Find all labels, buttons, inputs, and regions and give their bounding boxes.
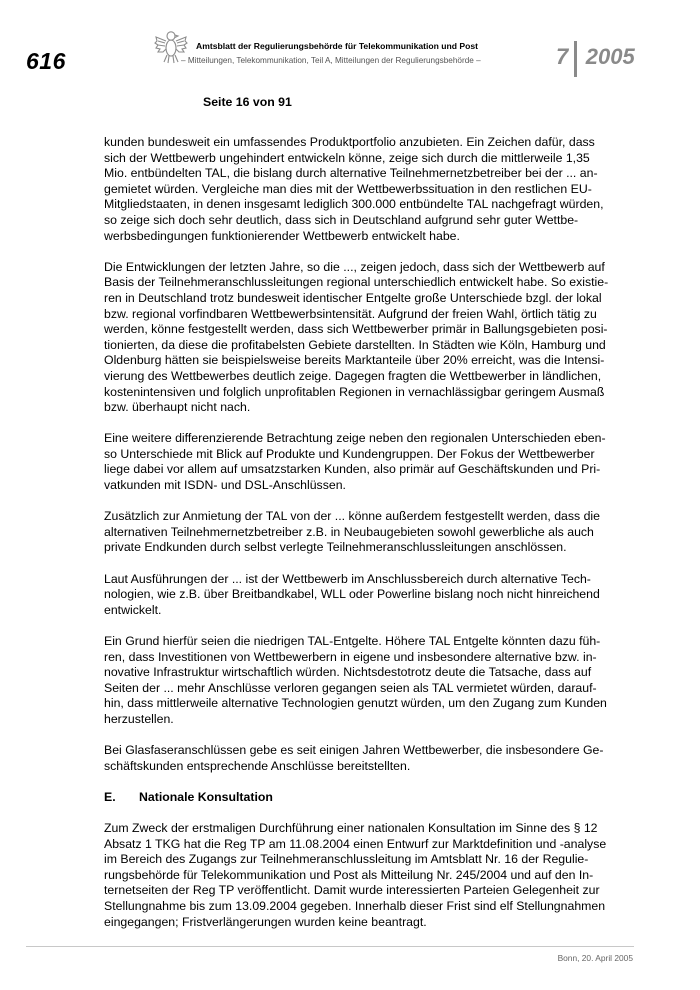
text-line: Laut Ausführungen der ... ist der Wettbewerb im Anschlussbereich durch alternative Tech- [104, 571, 591, 586]
text-line: novative Infrastruktur wirtschaftlich würden. Nichtsdestotrotz deute die Tatsache, dass auf [104, 665, 592, 680]
page-number: 616 [26, 48, 66, 74]
text-line: so Unterschiede mit Blick auf Produkte und Kundengruppen. Der Fokus der Wettbewerber [104, 446, 595, 461]
text-line: bzw. überhaupt nicht nach. [104, 400, 251, 415]
issue-year: 2005 [585, 44, 635, 69]
text-line: eingegangen; Fristverlängerungen wurden keine beantragt. [104, 914, 427, 929]
text-line: Bei Glasfaseranschlüssen gebe es seit einigen Jahren Wettbewerber, die insbesondere Ge- [104, 743, 604, 758]
text-line: hin, dass mittlerweile alternative Technologien genutzt würden, um den Zugang zum Kunden [104, 696, 607, 711]
issue-number: 7 [556, 44, 569, 69]
text-line: schäftskunden entsprechende Anschlüsse bereitstellten. [104, 758, 411, 773]
paragraph-6 [104, 634, 607, 728]
footer-place-date: Bonn, 20. April 2005 [557, 953, 633, 963]
text-line: tionierten, da diese die profitabelsten Gebiete darstellten. In Städten wie Köln, Hamburg und [104, 337, 606, 352]
text-line: werden, könne festgestellt werden, dass sich Wettbewerber primär in Ballungsgebieten posi- [104, 322, 608, 337]
text-line: herzustellen. [104, 711, 174, 726]
text-line: kostenintensiven und folglich unprofitablen Regionen in vernachlässigbar geringem Ausmaß [104, 384, 605, 399]
text-line: Zum Zweck der erstmaligen Durchführung einer nationalen Konsultation im Sinne des § 12 [104, 820, 598, 835]
text-line: private Endkunden durch selbst verlegte Teilnehmeranschlussleitungen anschlössen. [104, 540, 567, 555]
text-line: alternativen Teilnehmernetzbetreiber z.B. in Neubaugebieten sowohl gewerbliche als auch [104, 524, 594, 539]
paragraph-3 [104, 431, 606, 493]
text-line: sich der Wettbewerb ungehindert entwickeln könne, zeige sich durch die mittlerweile 1,35 [104, 150, 590, 165]
text-line: Die Entwicklungen der letzten Jahre, so die ..., zeigen jedoch, dass sich der Wettbewerb auf [104, 259, 605, 274]
text-line: Zusätzlich zur Anmietung der TAL von der ... könne außerdem festgestellt werden, dass die [104, 509, 601, 524]
text-line: liege dabei vor allem auf umsatzstarken Kunden, also primär auf Geschäftskunden und Pri- [104, 462, 601, 477]
text-line: vatkunden mit ISDN- und DSL-Anschlüssen. [104, 478, 346, 493]
text-line: kunden bundesweit ein umfassendes Produktportfolio anzubieten. Ein Zeichen dafür, dass [104, 135, 595, 149]
section-title: Nationale Konsultation [139, 790, 273, 805]
paragraph-4 [104, 509, 601, 556]
gazette-title: Amtsblatt der Regulierungsbehörde für Telekommunikation und Post [196, 41, 479, 51]
section-heading [104, 790, 596, 806]
text-line: werbsbedingungen funktionierender Wettbewerb entwickelt habe. [104, 228, 460, 243]
text-line: ren, dass Investitionen von Wettbewerbern in eigene und insbesondere alternative bzw. in- [104, 649, 597, 664]
gazette-subtitle: – Mitteilungen, Telekommunikation, Teil A, Mitteilungen der Regulierungsbehörde – [181, 56, 481, 65]
paragraph-1 [104, 135, 604, 244]
text-line: Mio. entbündelten TAL, die bislang durch alternative Teilnehmernetzbetreiber bei der ... an- [104, 166, 598, 181]
text-line: Seiten der ... mehr Anschlüsse verloren gegangen seien als TAL vermietet würden, darauf- [104, 680, 597, 695]
text-line: ren in Deutschland trotz bundesweit identischer Entgelte große Unterschiede bzgl. der lokal [104, 290, 602, 305]
text-line: im Bereich des Zugangs zur Teilnehmeranschlussleitung im Amtsblatt Nr. 16 der Regulie- [104, 852, 589, 867]
text-line: Absatz 1 TKG hat die Reg TP am 11.08.2004 einen Entwurf zur Marktdefinition und -analyse [104, 836, 607, 851]
text-line: ternetseiten der Reg TP veröffentlicht. Damit wurde interessierten Parteien Gelegenheit zur [104, 883, 600, 898]
paragraph-2 [104, 259, 609, 416]
text-line: Stellungnahme bis zum 13.09.2004 gegeben. Innerhalb dieser Frist sind elf Stellungnahmen [104, 898, 606, 913]
text-line: nologien, wie z.B. über Breitbandkabel, WLL oder Powerline bislang noch nicht hinreichend [104, 587, 600, 602]
issue-label [556, 44, 635, 76]
paragraph-consultation [104, 820, 607, 930]
paragraph-7 [104, 743, 604, 774]
text-line: entwickelt. [104, 602, 162, 617]
issue-divider [574, 41, 577, 77]
text-line: gemietet würden. Vergleiche man dies mit der Wettbewerbssituation in den restlichen EU- [104, 181, 592, 196]
text-line: Eine weitere differenzierende Betrachtung zeige neben den regionalen Unterschieden eben- [104, 431, 606, 446]
text-line: so zeige sich doch sehr deutlich, dass sich in Deutschland aufgrund sehr guter Wettbe- [104, 212, 579, 227]
section-number: E. [104, 790, 116, 805]
text-line: Oldenburg hätten sie beispielsweise bereits Marktanteile über 20% erreicht, was die Intensi- [104, 353, 605, 368]
text-line: Basis der Teilnehmeranschlussleitungen regional unterschiedlich entwickelt habe. So existie- [104, 275, 609, 290]
footer-divider [26, 946, 634, 947]
text-line: vierung des Wettbewerbes deutlich zeige. Dagegen fragten die Wettbewerber in ländlichen, [104, 368, 602, 383]
text-line: bzw. regional vorfindbaren Wettbewerbsintensität. Aufgrund der freien Wahl, örtlich tätig zu [104, 306, 597, 321]
page-count: Seite 16 von 91 [203, 95, 292, 109]
paragraph-5 [104, 571, 600, 619]
text-line: rungsbehörde für Telekommunikation und Post als Mitteilung Nr. 245/2004 und auf den In- [104, 867, 594, 882]
document-body [104, 135, 609, 946]
text-line: Ein Grund hierfür seien die niedrigen TAL-Entgelte. Höhere TAL Entgelte könnten dazu füh- [104, 634, 601, 648]
text-line: Mitgliedstaaten, in denen insgesamt lediglich 300.000 entbündelte TAL nachgefragt würden, [104, 197, 604, 212]
